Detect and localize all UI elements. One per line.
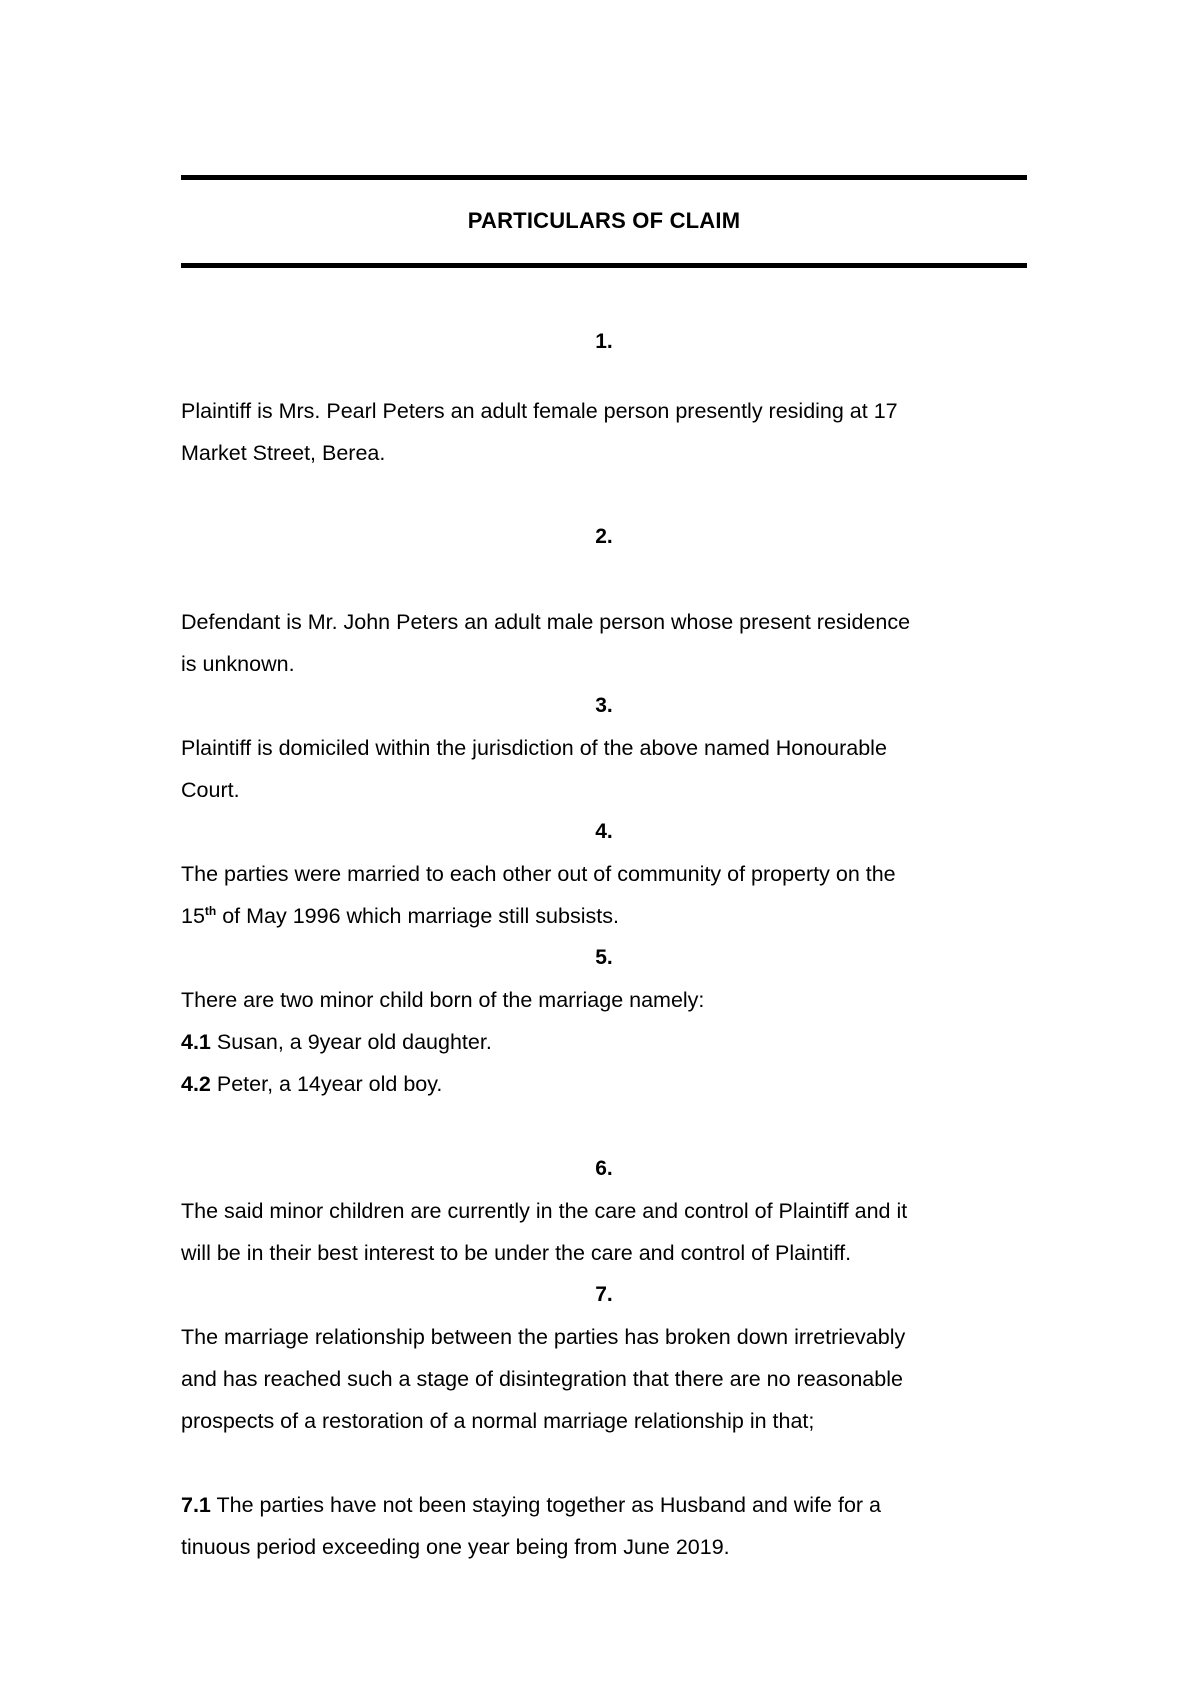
page-title: PARTICULARS OF CLAIM bbox=[467, 208, 741, 233]
section-4-line-1: The parties were married to each other out of community of property on the bbox=[181, 862, 896, 886]
subclause-7-1-line-1 bbox=[181, 1484, 1027, 1526]
subclause-text: The parties have not been staying together as Husband and wife for a bbox=[210, 1493, 882, 1517]
bottom-rule bbox=[181, 263, 1027, 268]
section-4-line-2 bbox=[181, 895, 1027, 937]
date-day: 15 bbox=[181, 904, 205, 928]
section-7-line-1: The marriage relationship between the parties has broken down irretrievably bbox=[181, 1325, 906, 1349]
section-number-2: 2. bbox=[595, 525, 613, 548]
section-3-line-1: Plaintiff is domiciled within the jurisdiction of the above named Honourable bbox=[181, 736, 887, 760]
section-number-1: 1. bbox=[595, 330, 613, 353]
list-item-text: Susan, a 9year old daughter. bbox=[210, 1030, 492, 1054]
section-text-7 bbox=[181, 1316, 1027, 1442]
section-text-4 bbox=[181, 853, 1027, 937]
section-text-6 bbox=[181, 1190, 1027, 1274]
section-2-line-2: is unknown. bbox=[181, 652, 295, 676]
list-item bbox=[181, 1021, 1027, 1063]
subclause-7-1-line-2: tinuous period exceeding one year being from June 2019. bbox=[181, 1535, 730, 1559]
section-6-line-2: will be in their best interest to be under the care and control of Plaintiff. bbox=[181, 1241, 852, 1265]
section-7-line-2: and has reached such a stage of disintegration that there are no reasonable bbox=[181, 1367, 903, 1391]
list-item-label: 4.2 bbox=[181, 1072, 211, 1096]
date-ordinal-suffix: th bbox=[204, 903, 217, 918]
section-4-line-2-rest: of May 1996 which marriage still subsists. bbox=[216, 904, 619, 928]
section-1-line-2: Market Street, Berea. bbox=[181, 441, 386, 465]
section-text-1 bbox=[181, 390, 1027, 474]
section-text-3 bbox=[181, 727, 1027, 811]
section-number-4: 4. bbox=[595, 820, 613, 843]
list-item-text: Peter, a 14year old boy. bbox=[210, 1072, 443, 1096]
section-2-line-1: Defendant is Mr. John Peters an adult male person whose present residence bbox=[181, 610, 911, 634]
section-text-2 bbox=[181, 601, 1027, 685]
list-item bbox=[181, 1063, 1027, 1105]
section-text-5 bbox=[181, 979, 1027, 1105]
subclause-7-1 bbox=[181, 1484, 1027, 1568]
section-1-line-1: Plaintiff is Mrs. Pearl Peters an adult female person presently residing at 17 bbox=[181, 399, 898, 423]
section-5-intro: There are two minor child born of the marriage namely: bbox=[181, 988, 705, 1012]
top-rule bbox=[181, 175, 1027, 180]
section-number-5: 5. bbox=[595, 946, 613, 969]
section-number-3: 3. bbox=[595, 694, 613, 717]
section-7-line-3: prospects of a restoration of a normal marriage relationship in that; bbox=[181, 1409, 815, 1433]
section-3-line-2: Court. bbox=[181, 778, 240, 802]
section-number-6: 6. bbox=[595, 1157, 613, 1180]
section-number-7: 7. bbox=[595, 1283, 613, 1306]
subclause-label: 7.1 bbox=[181, 1493, 211, 1517]
list-item-label: 4.1 bbox=[181, 1030, 211, 1054]
section-6-line-1: The said minor children are currently in the care and control of Plaintiff and it bbox=[181, 1199, 908, 1223]
